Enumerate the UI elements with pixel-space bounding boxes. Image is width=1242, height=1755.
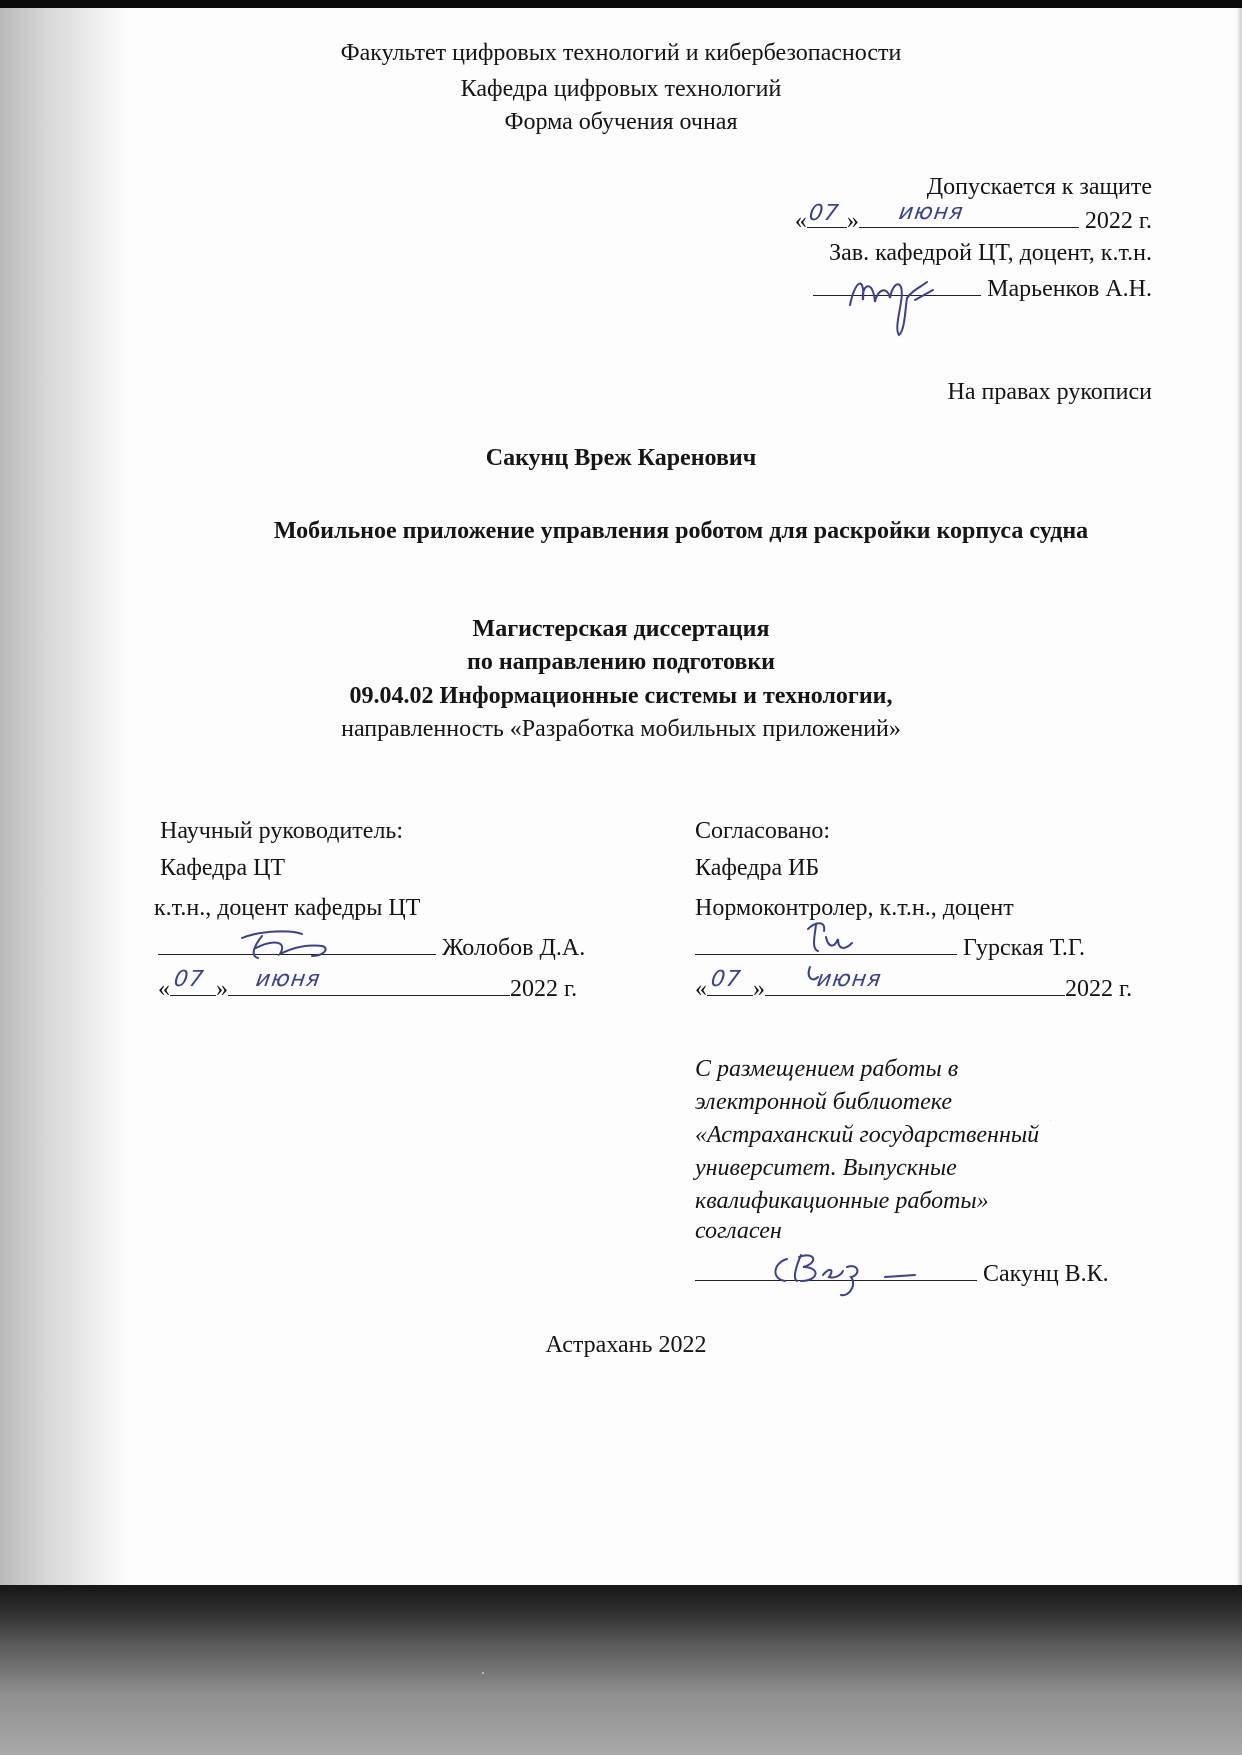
day-blank bbox=[707, 967, 753, 996]
supervisor-title: Научный руководитель: bbox=[160, 818, 404, 844]
scan-dust bbox=[482, 1672, 484, 1674]
normcontroller-position: Нормоконтролер, к.т.н., доцент bbox=[695, 895, 1014, 921]
manuscript-note: На правах рукописи bbox=[947, 379, 1152, 405]
study-form: Форма обучения очная bbox=[504, 109, 738, 135]
supervisor-position: к.т.н., доцент кафедры ЦТ bbox=[154, 895, 421, 921]
month-blank bbox=[859, 200, 1079, 228]
admission-year: 2022 г. bbox=[1084, 208, 1152, 234]
supervisor-name: Жолобов Д.А. bbox=[442, 935, 586, 961]
handwritten-day: 07 bbox=[807, 201, 841, 226]
head-signature-line bbox=[813, 273, 1152, 304]
month-blank bbox=[765, 967, 1065, 996]
consent-line-3: «Астраханский государственный bbox=[695, 1122, 1040, 1148]
day-blank bbox=[807, 201, 847, 228]
thesis-direction-code: 09.04.02 Информационные системы и технологии, bbox=[349, 683, 893, 709]
quote-close: » bbox=[753, 976, 765, 1002]
quote-open: « bbox=[695, 976, 707, 1002]
thesis-specialization: направленность «Разработка мобильных приложений» bbox=[341, 716, 901, 742]
supervisor-date bbox=[158, 967, 578, 1004]
handwritten-month: июня bbox=[254, 967, 323, 992]
head-position: Зав. кафедрой ЦТ, доцент, к.т.н. bbox=[829, 240, 1152, 266]
supervisor-signature-line bbox=[158, 932, 585, 963]
scan-top-edge bbox=[0, 0, 1242, 8]
consent-line-1: С размещением работы в bbox=[695, 1056, 959, 1082]
head-signature-blank bbox=[813, 273, 981, 296]
admission-title: Допускается к защите bbox=[926, 174, 1152, 200]
approval-department: Кафедра ИБ bbox=[695, 855, 820, 881]
handwritten-day: 07 bbox=[172, 967, 206, 992]
consent-line-4: университет. Выпускные bbox=[695, 1155, 957, 1181]
quote-close: » bbox=[216, 976, 228, 1002]
consent-line-5: квалификационные работы» bbox=[695, 1188, 989, 1214]
normcontroller-signature-line bbox=[695, 932, 1085, 963]
author-short-name: Сакунц В.К. bbox=[983, 1261, 1109, 1287]
handwritten-day: 07 bbox=[709, 967, 743, 992]
author-name: Сакунц Вреж Каренович bbox=[485, 445, 757, 471]
scan-bottom-edge bbox=[0, 1585, 1242, 1755]
thesis-type: Магистерская диссертация bbox=[472, 616, 770, 642]
normcontroller-signature-blank bbox=[695, 932, 957, 955]
supervisor-year: 2022 г. bbox=[510, 976, 578, 1002]
normcontroller-date bbox=[695, 967, 1133, 1004]
supervisor-department: Кафедра ЦТ bbox=[160, 855, 286, 881]
day-blank bbox=[170, 967, 216, 996]
head-name: Марьенков А.Н. bbox=[987, 276, 1152, 302]
quote-open: « bbox=[794, 208, 807, 234]
thesis-direction-label: по направлению подготовки bbox=[466, 649, 776, 675]
faculty-name: Факультет цифровых технологий и кибербезопасности bbox=[340, 40, 902, 66]
month-blank bbox=[228, 967, 510, 996]
approval-title: Согласовано: bbox=[695, 818, 831, 844]
handwritten-month: июня bbox=[815, 967, 884, 992]
scan-dust bbox=[1050, 1120, 1051, 1121]
consent-line-6: согласен bbox=[695, 1218, 782, 1244]
consent-line-2: электронной библиотеке bbox=[695, 1089, 953, 1115]
author-signature-blank bbox=[695, 1258, 977, 1281]
city-year: Астрахань 2022 bbox=[545, 1332, 707, 1358]
thesis-title: Мобильное приложение управления роботом для раскройки корпуса судна bbox=[273, 518, 1089, 544]
quote-open: « bbox=[158, 976, 170, 1002]
department-name: Кафедра цифровых технологий bbox=[460, 76, 782, 102]
normcontroller-name: Гурская Т.Г. bbox=[963, 935, 1086, 961]
quote-close: » bbox=[846, 208, 859, 234]
normcontroller-year: 2022 г. bbox=[1065, 976, 1133, 1002]
author-signature-line bbox=[695, 1258, 1109, 1289]
admission-date bbox=[794, 200, 1152, 236]
handwritten-month: июня bbox=[897, 200, 966, 225]
supervisor-signature-blank bbox=[158, 932, 436, 955]
